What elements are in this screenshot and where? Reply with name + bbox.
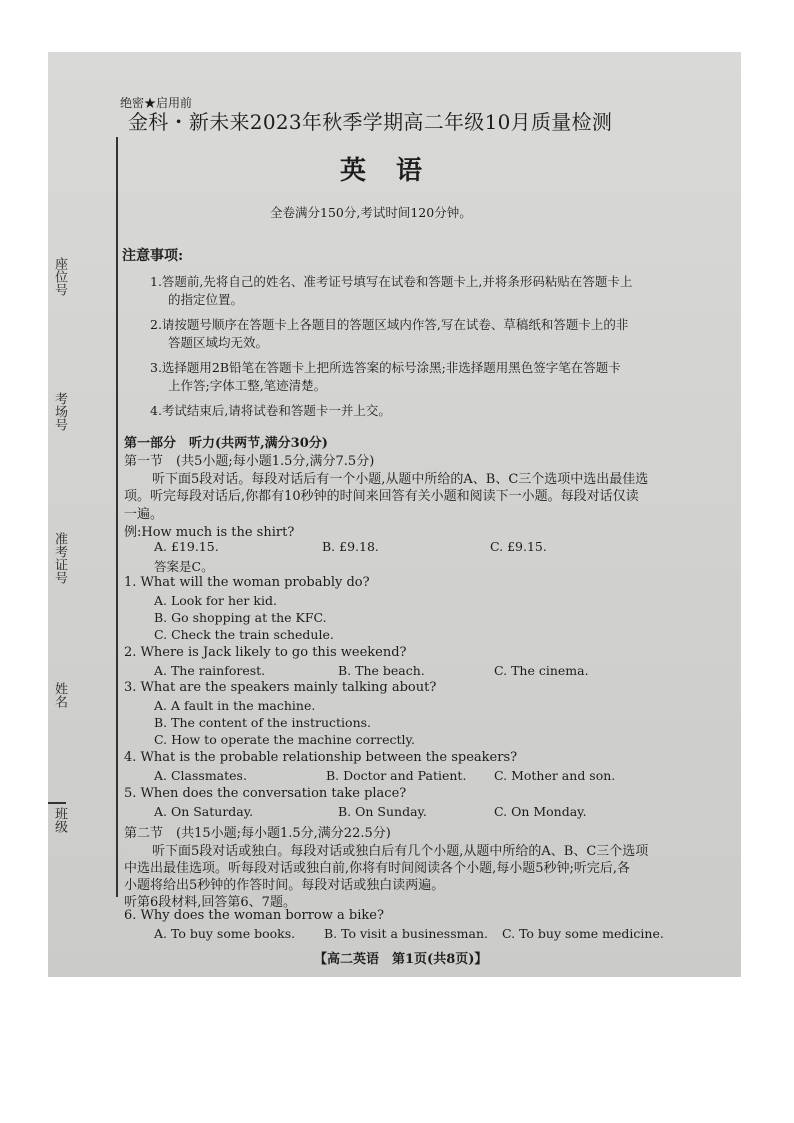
score-info: 全卷满分150分,考试时间120分钟。 [270,205,472,220]
part1-title: 第一部分 听力(共两节,满分30分) [124,436,328,451]
note-line: 答题区域均无效。 [168,335,269,350]
question-6: 6. Why does the woman borrow a bike? [124,908,384,923]
subject-title: 英语 [340,156,453,186]
section1-instruction: 一遍。 [124,507,164,522]
question-5-option-b: B. On Sunday. [338,804,427,819]
section2-instruction: 中选出最佳选项。听每段对话或独白前,你将有时间阅读各个小题,每小题5秒钟;听完后,各 [124,861,631,876]
question-4-option-b: B. Doctor and Patient. [326,768,467,783]
question-6-option-a: A. To buy some books. [154,926,296,941]
question-2-option-a: A. The rainforest. [154,663,266,678]
note-line: 1.答题前,先将自己的姓名、准考证号填写在试卷和答题卡上,并将条形码粘贴在答题卡上 [150,274,633,289]
name-label: 姓名 [52,682,67,708]
note-line: 2.请按题号顺序在答题卡上各题目的答题区域内作答,写在试卷、草稿纸和答题卡上的非 [150,317,629,332]
question-6-option-c: C. To buy some medicine. [502,926,664,941]
page-footer: 【高二英语 第1页(共8页)】 [314,952,488,967]
secret-label: 绝密★启用前 [120,96,193,110]
question-4: 4. What is the probable relationship between the speakers? [124,750,518,765]
question-4-option-a: A. Classmates. [154,768,247,783]
note-line: 的指定位置。 [168,292,244,307]
question-5-option-c: C. On Monday. [494,804,587,819]
question-3: 3. What are the speakers mainly talking about? [124,680,437,695]
question-6-option-b: B. To visit a businessman. [324,926,488,941]
notes-title: 注意事项: [122,248,184,264]
section2-title: 第二节 (共15小题;每小题1.5分,满分22.5分) [124,826,391,841]
note-line: 4.考试结束后,请将试卷和答题卡一并上交。 [150,403,391,418]
question-3-option-a: A. A fault in the machine. [154,698,316,713]
question-5-option-a: A. On Saturday. [154,804,254,819]
section1-instruction: 项。听完每段对话后,你都有10秒钟的时间来回答有关小题和阅读下一小题。每段对话仅读 [124,489,639,504]
class-line [48,802,66,804]
note-line: 3.选择题用2B铅笔在答题卡上把所选答案的标号涂黑;非选择题用黑色签字笔在答题卡 [150,360,621,375]
question-4-option-c: C. Mother and son. [494,768,616,783]
class-label: 班级 [52,807,67,833]
question-5: 5. When does the conversation take place? [124,786,407,801]
exam-title: 金科・新未来2023年秋季学期高二年级10月质量检测 [128,110,613,134]
question-3-option-c: C. How to operate the machine correctly. [154,732,415,747]
exam-room-label: 考场号 [52,392,67,431]
note-line: 上作答;字体工整,笔迹清楚。 [168,378,327,393]
example-option-b: B. £9.18. [322,539,379,554]
section1-instruction: 听下面5段对话。每段对话后有一个小题,从题中所给的A、B、C三个选项中选出最佳选 [152,472,649,487]
example-option-c: C. £9.15. [490,539,547,554]
binding-line [116,137,118,897]
example-question: 例:How much is the shirt? [124,525,295,540]
example-option-a: A. £19.15. [154,539,219,554]
section2-instruction: 听第6段材料,回答第6、7题。 [124,895,296,910]
question-1: 1. What will the woman probably do? [124,575,370,590]
section2-instruction: 听下面5段对话或独白。每段对话或独白后有几个小题,从题中所给的A、B、C三个选项 [152,844,649,859]
question-2-option-c: C. The cinema. [494,663,589,678]
question-2-option-b: B. The beach. [338,663,425,678]
exam-number-label: 准考证号 [52,532,67,584]
question-3-option-b: B. The content of the instructions. [154,715,372,730]
section1-title: 第一节 (共5小题;每小题1.5分,满分7.5分) [124,454,375,469]
question-1-option-b: B. Go shopping at the KFC. [154,610,327,625]
question-1-option-c: C. Check the train schedule. [154,627,334,642]
question-1-option-a: A. Look for her kid. [154,593,277,608]
seat-number-label: 座位号 [52,257,67,296]
question-2: 2. Where is Jack likely to go this weekend? [124,645,407,660]
section2-instruction: 小题将给出5秒钟的作答时间。每段对话或独白读两遍。 [124,878,445,893]
example-answer: 答案是C。 [154,559,214,574]
